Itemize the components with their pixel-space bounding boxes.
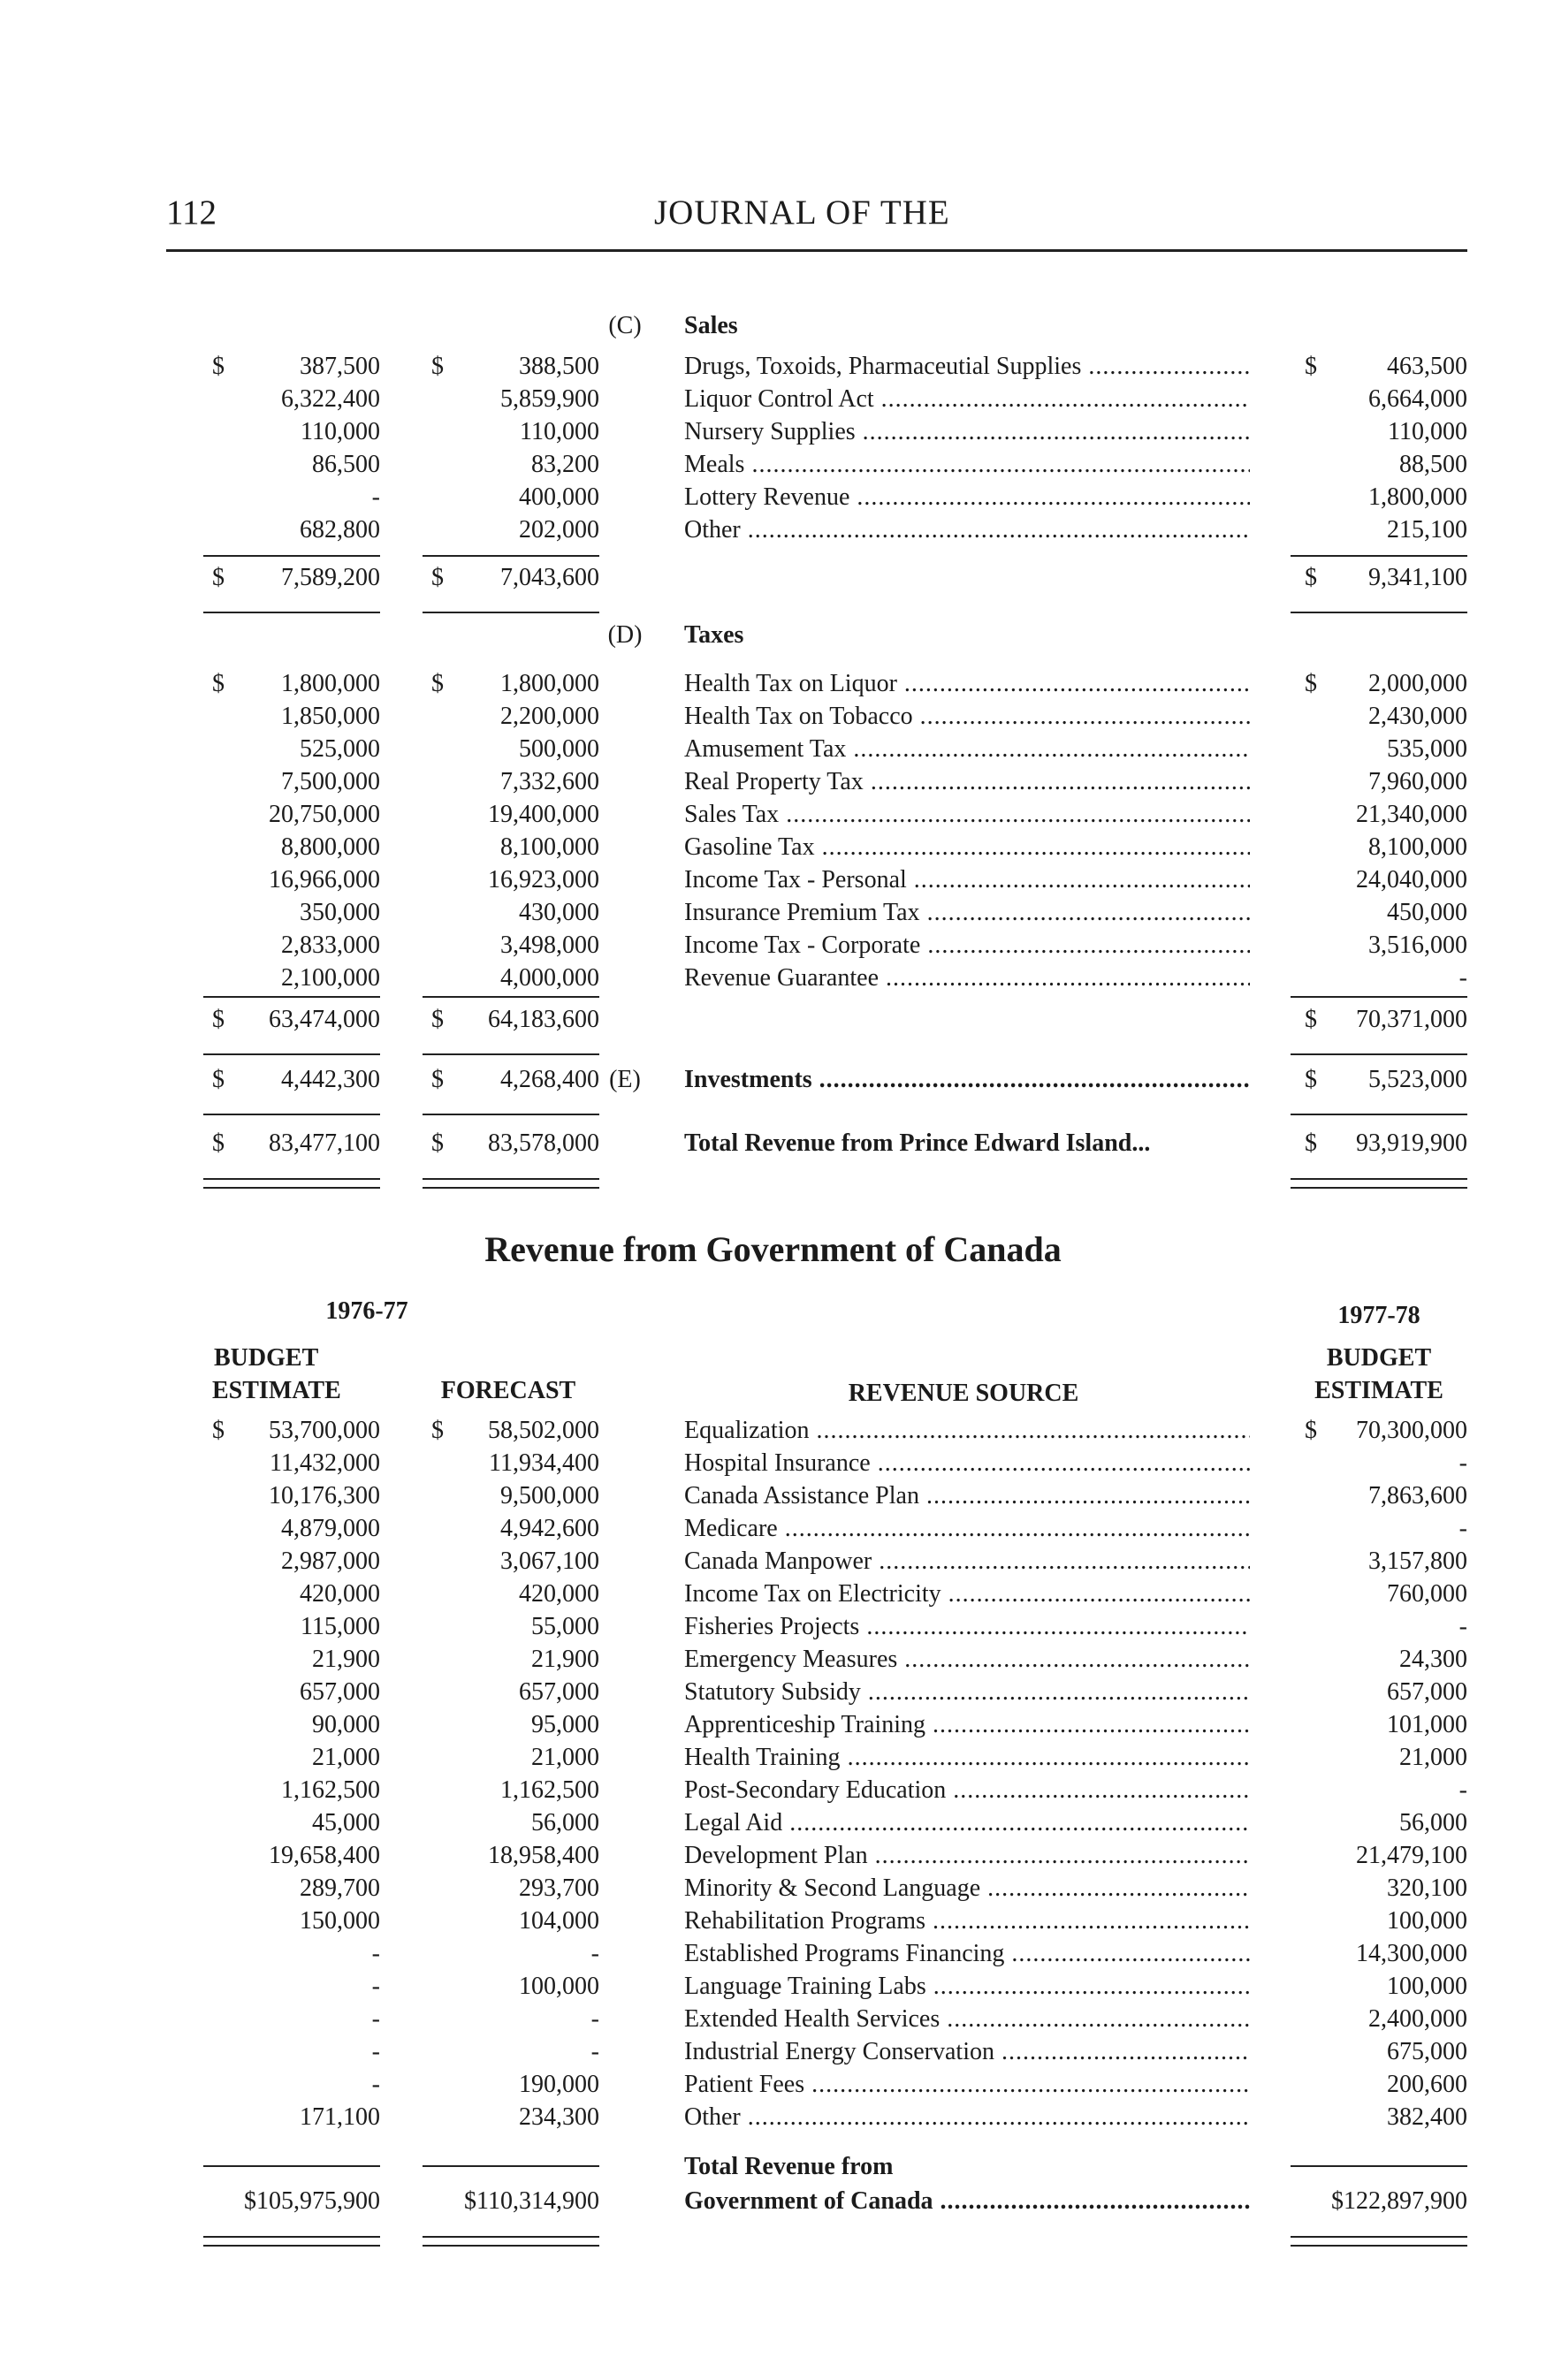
- value-col-c: 7,863,600: [1368, 1482, 1467, 1509]
- table-row: [0, 1905, 1546, 1937]
- section-d-underline-b: [423, 1053, 599, 1055]
- row-label: Insurance Premium Tax .....: [684, 896, 1250, 929]
- col-revenue-source: REVENUE SOURCE: [848, 1380, 1079, 1407]
- canada-total-c: $122,897,900: [1331, 2187, 1467, 2215]
- section-title-canada: Revenue from Government of Canada: [484, 1229, 1062, 1269]
- row-label: Amusement Tax .....: [684, 733, 1250, 765]
- value-col-a: 2,100,000: [281, 964, 380, 992]
- value-col-b: 83,200: [531, 451, 599, 478]
- value-col-b: -: [590, 2005, 599, 2033]
- table-row: [0, 1839, 1546, 1872]
- row-label: Income Tax - Corporate .....: [684, 929, 1250, 962]
- total-pei-row: [0, 1127, 1546, 1160]
- table-row: [0, 415, 1546, 448]
- table-row: [0, 962, 1546, 994]
- section-c-total-a: 7,589,200: [281, 564, 380, 591]
- section-c-rule-a: [203, 555, 380, 557]
- value-col-a: 682,800: [300, 516, 380, 544]
- value-col-b: 202,000: [519, 516, 599, 544]
- section-d-rule-c: [1291, 996, 1467, 998]
- value-col-b: 5,859,900: [500, 385, 599, 413]
- value-col-a: 2,833,000: [281, 931, 380, 959]
- value-col-a: 19,658,400: [269, 1842, 380, 1869]
- value-col-b: 190,000: [519, 2071, 599, 2098]
- row-label: Health Tax on Liquor .....: [684, 667, 1250, 700]
- section-d-total-row: [0, 1003, 1546, 1036]
- row-label: Other .....: [684, 513, 1250, 546]
- table-row: [0, 1643, 1546, 1676]
- row-label: Sales Tax .....: [684, 798, 1250, 831]
- col-budget-left: BUDGET: [214, 1344, 319, 1372]
- value-col-c: 101,000: [1387, 1711, 1467, 1738]
- row-label: Canada Manpower .....: [684, 1545, 1250, 1578]
- table-row: [0, 1676, 1546, 1708]
- section-d-total-c: 70,371,000: [1356, 1006, 1467, 1033]
- col-estimate-right: ESTIMATE: [1314, 1377, 1443, 1404]
- table-row: [0, 350, 1546, 383]
- section-c-underline-a: [203, 612, 380, 613]
- value-col-c: 1,800,000: [1368, 483, 1467, 511]
- value-col-c: 6,664,000: [1368, 385, 1467, 413]
- value-col-c: 100,000: [1387, 1973, 1467, 2000]
- value-col-a: -: [371, 2071, 380, 2098]
- dollar-sign: $: [1305, 353, 1317, 380]
- table-row: [0, 1774, 1546, 1806]
- row-label: Health Training .....: [684, 1741, 1250, 1774]
- row-label: Language Training Labs .....: [684, 1970, 1250, 2003]
- value-col-a: 21,000: [312, 1744, 380, 1771]
- value-col-a: 6,322,400: [281, 385, 380, 413]
- row-label: Health Tax on Tobacco .....: [684, 700, 1250, 733]
- value-col-c: 200,600: [1387, 2071, 1467, 2098]
- value-col-c: 2,000,000: [1368, 670, 1467, 697]
- value-col-c: 657,000: [1387, 1678, 1467, 1706]
- value-col-c: 24,040,000: [1356, 866, 1467, 893]
- row-label: Meals .....: [684, 448, 1250, 481]
- value-col-c: -: [1458, 1613, 1467, 1640]
- dollar-sign: $: [431, 1006, 444, 1033]
- value-col-a: 1,800,000: [281, 670, 380, 697]
- value-col-a: 21,900: [312, 1646, 380, 1673]
- total-pei-b: 83,578,000: [488, 1129, 599, 1157]
- section-d-letter: (D): [607, 621, 643, 649]
- year-right: 1977-78: [1337, 1302, 1420, 1329]
- row-label: Extended Health Services .....: [684, 2003, 1250, 2035]
- value-col-a: 657,000: [300, 1678, 380, 1706]
- value-col-b: 4,942,600: [500, 1515, 599, 1542]
- value-col-a: 1,850,000: [281, 703, 380, 730]
- section-c-total-c: 9,341,100: [1368, 564, 1467, 591]
- value-col-b: 3,067,100: [500, 1547, 599, 1575]
- value-col-b: 293,700: [519, 1874, 599, 1902]
- value-col-b: 7,332,600: [500, 768, 599, 795]
- value-col-c: 215,100: [1387, 516, 1467, 544]
- table-row: [0, 896, 1546, 929]
- row-label: Other .....: [684, 2101, 1250, 2133]
- row-label: Fisheries Projects .....: [684, 1610, 1250, 1643]
- row-label: Equalization .....: [684, 1414, 1250, 1447]
- row-label: Income Tax on Electricity .....: [684, 1578, 1250, 1610]
- value-col-b: 234,300: [519, 2103, 599, 2131]
- dollar-sign: $: [1305, 670, 1317, 697]
- dollar-sign: $: [212, 1417, 225, 1444]
- value-col-c: 21,000: [1399, 1744, 1467, 1771]
- value-col-b: 110,000: [520, 418, 599, 445]
- value-col-c: 88,500: [1399, 451, 1467, 478]
- row-label: Post-Secondary Education .....: [684, 1774, 1250, 1806]
- value-col-a: -: [371, 1973, 380, 2000]
- dollar-sign: $: [431, 564, 444, 591]
- value-col-c: 21,340,000: [1356, 801, 1467, 828]
- value-col-a: 10,176,300: [269, 1482, 380, 1509]
- row-label: Real Property Tax .....: [684, 765, 1250, 798]
- row-label: Nursery Supplies .....: [684, 415, 1250, 448]
- total-pei-double-rule-b: [423, 1178, 599, 1189]
- table-row: [0, 733, 1546, 765]
- table-row: [0, 929, 1546, 962]
- table-row: [0, 1545, 1546, 1578]
- value-col-b: 56,000: [531, 1809, 599, 1836]
- dollar-sign: $: [212, 1129, 225, 1157]
- value-col-c: 70,300,000: [1356, 1417, 1467, 1444]
- row-label: Gasoline Tax .....: [684, 831, 1250, 863]
- value-col-b: 21,900: [531, 1646, 599, 1673]
- section-e-underline-b: [423, 1114, 599, 1115]
- dollar-sign: $: [431, 670, 444, 697]
- value-col-c: 675,000: [1387, 2038, 1467, 2065]
- canada-total-a: $105,975,900: [244, 2187, 380, 2215]
- value-col-a: 150,000: [300, 1907, 380, 1935]
- section-e-underline-a: [203, 1114, 380, 1115]
- table-row: [0, 1806, 1546, 1839]
- section-d-rule-b: [423, 996, 599, 998]
- table-row: [0, 863, 1546, 896]
- table-row: [0, 2101, 1546, 2133]
- section-c-underline-b: [423, 612, 599, 613]
- value-col-c: 463,500: [1387, 353, 1467, 380]
- value-col-c: -: [1458, 1449, 1467, 1477]
- table-row: [0, 1937, 1546, 1970]
- total-pei-c: 93,919,900: [1356, 1129, 1467, 1157]
- value-col-a: 20,750,000: [269, 801, 380, 828]
- value-col-b: 55,000: [531, 1613, 599, 1640]
- section-d-heading-row: [0, 619, 1546, 651]
- table-row: [0, 1578, 1546, 1610]
- dollar-sign: $: [1305, 1129, 1317, 1157]
- value-col-b: 2,200,000: [500, 703, 599, 730]
- dollar-sign: $: [431, 353, 444, 380]
- section-d-heading: Taxes: [684, 621, 744, 649]
- section-e-heading: Investments .....: [684, 1063, 1250, 1096]
- value-col-b: 3,498,000: [500, 931, 599, 959]
- section-c-rule-b: [423, 555, 599, 557]
- section-e-c: 5,523,000: [1368, 1066, 1467, 1093]
- col-estimate-left: ESTIMATE: [212, 1377, 341, 1404]
- year-left: 1976-77: [325, 1297, 408, 1325]
- dollar-sign: $: [1305, 564, 1317, 591]
- row-label: Statutory Subsidy .....: [684, 1676, 1250, 1708]
- table-row: [0, 667, 1546, 700]
- table-row: [0, 700, 1546, 733]
- table-row: [0, 2003, 1546, 2035]
- total-pei-label: Total Revenue from Prince Edward Island...: [684, 1129, 1151, 1157]
- table-row: [0, 1741, 1546, 1774]
- value-col-c: -: [1458, 964, 1467, 992]
- section-e-underline-c: [1291, 1114, 1467, 1115]
- value-col-c: 14,300,000: [1356, 1940, 1467, 1967]
- table-row: [0, 1708, 1546, 1741]
- table-row: [0, 1414, 1546, 1447]
- table-row: [0, 513, 1546, 546]
- value-col-a: 86,500: [312, 451, 380, 478]
- row-label: Revenue Guarantee .....: [684, 962, 1250, 994]
- section-e-letter: (E): [609, 1066, 641, 1093]
- value-col-b: 657,000: [519, 1678, 599, 1706]
- table-row: [0, 1447, 1546, 1479]
- section-c-total-b: 7,043,600: [500, 564, 599, 591]
- value-col-b: 388,500: [519, 353, 599, 380]
- value-col-c: 3,516,000: [1368, 931, 1467, 959]
- total-pei-double-rule-a: [203, 1178, 380, 1189]
- value-col-a: 289,700: [300, 1874, 380, 1902]
- table-row: [0, 1970, 1546, 2003]
- table-row: [0, 481, 1546, 513]
- value-col-b: 18,958,400: [488, 1842, 599, 1869]
- section-d-underline-a: [203, 1053, 380, 1055]
- section-d-total-b: 64,183,600: [488, 1006, 599, 1033]
- value-col-c: 2,430,000: [1368, 703, 1467, 730]
- value-col-b: 95,000: [531, 1711, 599, 1738]
- header-divider: [166, 249, 1467, 252]
- value-col-b: 4,000,000: [500, 964, 599, 992]
- dollar-sign: $: [212, 670, 225, 697]
- table-row: [0, 2035, 1546, 2068]
- section-c-heading-row: [0, 309, 1546, 342]
- row-label: Hospital Insurance .....: [684, 1447, 1250, 1479]
- value-col-b: 100,000: [519, 1973, 599, 2000]
- value-col-b: 500,000: [519, 735, 599, 763]
- value-col-a: 350,000: [300, 899, 380, 926]
- section-e-b: 4,268,400: [500, 1066, 599, 1093]
- value-col-b: 1,800,000: [500, 670, 599, 697]
- dollar-sign: $: [431, 1129, 444, 1157]
- value-col-c: 535,000: [1387, 735, 1467, 763]
- value-col-a: -: [371, 1940, 380, 1967]
- section-e-row: [0, 1063, 1546, 1096]
- value-col-b: -: [590, 2038, 599, 2065]
- canada-double-rule-a: [203, 2236, 380, 2247]
- value-col-b: 9,500,000: [500, 1482, 599, 1509]
- value-col-b: 400,000: [519, 483, 599, 511]
- row-label: Liquor Control Act .....: [684, 383, 1250, 415]
- section-c-underline-c: [1291, 612, 1467, 613]
- value-col-a: 53,700,000: [269, 1417, 380, 1444]
- row-label: Development Plan .....: [684, 1839, 1250, 1872]
- value-col-a: 7,500,000: [281, 768, 380, 795]
- value-col-a: -: [371, 2038, 380, 2065]
- table-row: [0, 383, 1546, 415]
- dollar-sign: $: [1305, 1066, 1317, 1093]
- section-c-total-row: [0, 561, 1546, 594]
- row-label: Rehabilitation Programs .....: [684, 1905, 1250, 1937]
- canada-total-label-2: Government of Canada .....: [684, 2185, 1250, 2217]
- value-col-b: -: [590, 1940, 599, 1967]
- table-row: [0, 798, 1546, 831]
- value-col-a: 4,879,000: [281, 1515, 380, 1542]
- col-forecast: FORECAST: [440, 1377, 576, 1404]
- value-col-c: -: [1458, 1515, 1467, 1542]
- table-row: [0, 1512, 1546, 1545]
- value-col-b: 58,502,000: [488, 1417, 599, 1444]
- row-label: Patient Fees .....: [684, 2068, 1250, 2101]
- value-col-c: 320,100: [1387, 1874, 1467, 1902]
- row-label: Minority & Second Language .....: [684, 1872, 1250, 1905]
- section-c-rule-c: [1291, 555, 1467, 557]
- section-d-underline-c: [1291, 1053, 1467, 1055]
- value-col-b: 11,934,400: [489, 1449, 599, 1477]
- section-c-heading: Sales: [684, 312, 738, 339]
- canada-total-row: [0, 2185, 1546, 2217]
- value-col-a: 11,432,000: [270, 1449, 380, 1477]
- value-col-c: 56,000: [1399, 1809, 1467, 1836]
- value-col-a: 420,000: [300, 1580, 380, 1608]
- dollar-sign: $: [1305, 1417, 1317, 1444]
- total-pei-double-rule-c: [1291, 1178, 1467, 1189]
- value-col-c: 7,960,000: [1368, 768, 1467, 795]
- value-col-c: 2,400,000: [1368, 2005, 1467, 2033]
- page-number: 112: [166, 194, 217, 232]
- dollar-sign: $: [212, 564, 225, 591]
- canada-total-label-row-1: [0, 2150, 1546, 2183]
- value-col-a: 115,000: [301, 1613, 380, 1640]
- table-row: [0, 1479, 1546, 1512]
- value-col-b: 21,000: [531, 1744, 599, 1771]
- dollar-sign: $: [212, 353, 225, 380]
- row-label: Apprenticeship Training .....: [684, 1708, 1250, 1741]
- row-label: Canada Assistance Plan .....: [684, 1479, 1250, 1512]
- canada-double-rule-b: [423, 2236, 599, 2247]
- row-label: Legal Aid .....: [684, 1806, 1250, 1839]
- value-col-a: 110,000: [301, 418, 380, 445]
- row-label: Industrial Energy Conservation .....: [684, 2035, 1250, 2068]
- value-col-b: 420,000: [519, 1580, 599, 1608]
- row-label: Income Tax - Personal .....: [684, 863, 1250, 896]
- value-col-a: 45,000: [312, 1809, 380, 1836]
- table-row: [0, 831, 1546, 863]
- section-e-a: 4,442,300: [281, 1066, 380, 1093]
- dollar-sign: $: [1305, 1006, 1317, 1033]
- journal-title: JOURNAL OF THE: [654, 194, 950, 232]
- row-label: Established Programs Financing .....: [684, 1937, 1250, 1970]
- value-col-c: 450,000: [1387, 899, 1467, 926]
- section-d-total-a: 63,474,000: [269, 1006, 380, 1033]
- dollar-sign: $: [212, 1066, 225, 1093]
- canada-total-b: $110,314,900: [464, 2187, 599, 2215]
- section-c-letter: (C): [608, 312, 642, 339]
- value-col-c: 760,000: [1387, 1580, 1467, 1608]
- value-col-a: 171,100: [300, 2103, 380, 2131]
- table-row: [0, 2068, 1546, 2101]
- value-col-b: 104,000: [519, 1907, 599, 1935]
- canada-double-rule-c: [1291, 2236, 1467, 2247]
- row-label: Lottery Revenue .....: [684, 481, 1250, 513]
- value-col-c: 382,400: [1387, 2103, 1467, 2131]
- canada-total-label-1: Total Revenue from: [684, 2153, 894, 2180]
- value-col-a: 90,000: [312, 1711, 380, 1738]
- value-col-a: -: [371, 2005, 380, 2033]
- value-col-a: 2,987,000: [281, 1547, 380, 1575]
- value-col-c: 21,479,100: [1356, 1842, 1467, 1869]
- dollar-sign: $: [212, 1006, 225, 1033]
- value-col-b: 16,923,000: [488, 866, 599, 893]
- value-col-c: 110,000: [1388, 418, 1467, 445]
- value-col-a: 1,162,500: [281, 1776, 380, 1804]
- value-col-b: 1,162,500: [500, 1776, 599, 1804]
- dollar-sign: $: [431, 1066, 444, 1093]
- value-col-c: 3,157,800: [1368, 1547, 1467, 1575]
- total-pei-a: 83,477,100: [269, 1129, 380, 1157]
- table-row: [0, 1872, 1546, 1905]
- value-col-a: 387,500: [300, 353, 380, 380]
- value-col-c: 8,100,000: [1368, 833, 1467, 861]
- value-col-c: 100,000: [1387, 1907, 1467, 1935]
- value-col-b: 8,100,000: [500, 833, 599, 861]
- table-row: [0, 1610, 1546, 1643]
- section-d-rule-a: [203, 996, 380, 998]
- value-col-c: -: [1458, 1776, 1467, 1804]
- row-label: Drugs, Toxoids, Pharmaceutial Supplies .....: [684, 350, 1250, 383]
- value-col-b: 430,000: [519, 899, 599, 926]
- value-col-a: 525,000: [300, 735, 380, 763]
- value-col-a: -: [371, 483, 380, 511]
- value-col-a: 16,966,000: [269, 866, 380, 893]
- row-label: Emergency Measures .....: [684, 1643, 1250, 1676]
- col-budget-right: BUDGET: [1326, 1344, 1432, 1372]
- row-label: Medicare .....: [684, 1512, 1250, 1545]
- dollar-sign: $: [431, 1417, 444, 1444]
- table-row: [0, 448, 1546, 481]
- value-col-a: 8,800,000: [281, 833, 380, 861]
- table-row: [0, 765, 1546, 798]
- value-col-b: 19,400,000: [488, 801, 599, 828]
- value-col-c: 24,300: [1399, 1646, 1467, 1673]
